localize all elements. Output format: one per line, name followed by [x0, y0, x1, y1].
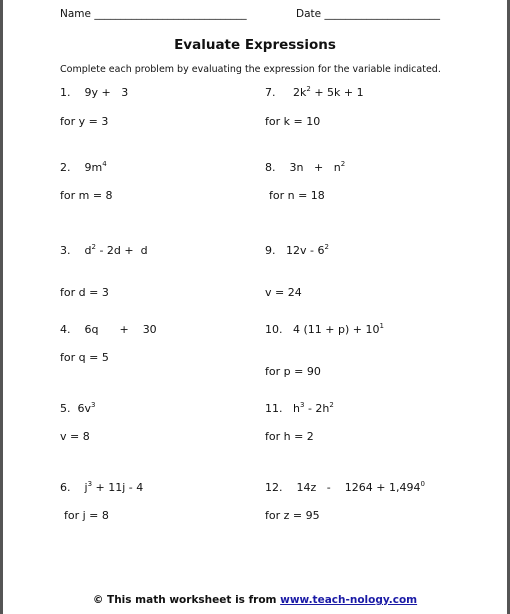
footer-link[interactable]: www.teach-nology.com	[280, 594, 418, 606]
instructions: Complete each problem by evaluating the expression for the variable indicated.	[60, 64, 441, 75]
date-label: Date	[296, 8, 322, 20]
problem-4-condition: for q = 5	[60, 351, 109, 364]
problem-5-expression: 5. $6v^3$	[60, 401, 96, 415]
problem-8-expression: 8. 3n + $n^2$	[265, 160, 346, 174]
worksheet-title: Evaluate Expressions	[174, 37, 336, 53]
date-blank: ______________________	[324, 8, 440, 20]
problem-9-expression: 9. $12v - 6^2$	[265, 243, 329, 257]
problem-11-expression: 11. $h^3 - 2h^2$	[265, 401, 334, 415]
problem-3-expression: 3. $d^2 - 2d + d$	[60, 243, 148, 257]
problem-10-expression: 10. 4 $(11 + p) + 10^1$	[265, 322, 384, 336]
problem-4-expression: 4. 6q + 30	[60, 323, 157, 336]
problem-12-condition: for z = 95	[265, 509, 320, 522]
problem-11-condition: for h = 2	[265, 430, 314, 443]
problem-6-expression: 6. $j^3 + 11j - 4$	[60, 480, 144, 494]
name-label: Name	[60, 8, 91, 20]
problem-12-expression: 12. 14z - $1264 + 1,494^0$	[265, 480, 425, 494]
problem-3-condition: for d = 3	[60, 286, 109, 299]
problem-1-condition: for y = 3	[60, 115, 109, 128]
problem-5-condition: v = 8	[60, 430, 90, 443]
problem-7-condition: for k = 10	[265, 115, 321, 128]
footer-credit	[0, 594, 510, 606]
problem-9-condition: v = 24	[265, 286, 302, 299]
problem-6-condition: for j = 8	[64, 509, 109, 522]
problem-2-condition: for m = 8	[60, 189, 113, 202]
footer-prefix: © This math worksheet is from	[92, 594, 277, 606]
name-line	[60, 8, 247, 20]
problem-7-expression: 7. $2k^2 + 5k + 1$	[265, 85, 364, 99]
date-line	[296, 8, 440, 20]
name-blank: _____________________________	[94, 8, 247, 20]
problem-1-expression: 1. 9y + 3	[60, 86, 129, 99]
problem-8-condition: for n = 18	[269, 189, 325, 202]
problem-2-expression: 2. $9m^4$	[60, 160, 107, 174]
problem-10-condition: for p = 90	[265, 365, 321, 378]
